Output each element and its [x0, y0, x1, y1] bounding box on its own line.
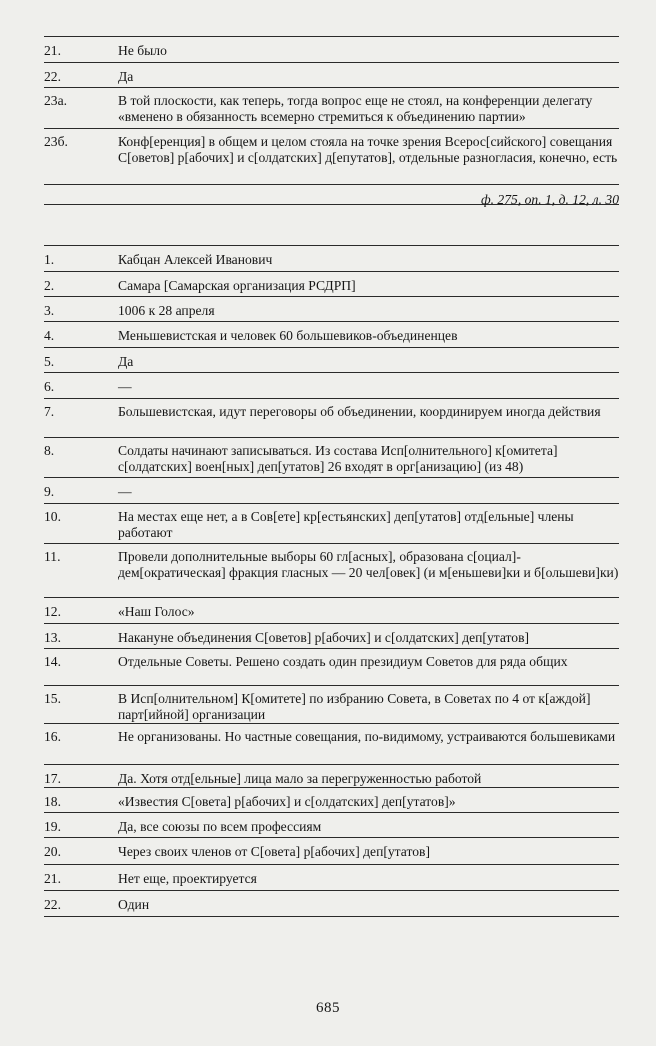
- row-number: 2.: [44, 278, 55, 293]
- table-row: [44, 478, 619, 504]
- row-number: 21.: [44, 43, 61, 58]
- table-row: [44, 598, 619, 624]
- table-row: [44, 624, 619, 649]
- table-row: [44, 88, 619, 129]
- table-row: [44, 297, 619, 322]
- row-answer: Самара [Самарская организация РСДРП]: [118, 278, 356, 293]
- row-number: 23а.: [44, 93, 68, 108]
- row-answer: Да: [118, 354, 134, 369]
- table-row: [44, 504, 619, 544]
- row-answer: —: [118, 484, 132, 499]
- row-answer: «Наш Голос»: [118, 604, 195, 619]
- table-row: [44, 788, 619, 813]
- questionnaire-table: [44, 245, 619, 917]
- table-row: [44, 63, 619, 88]
- row-answer: —: [118, 379, 132, 394]
- table-row: [44, 865, 619, 891]
- row-answer: Солдаты начинают записываться. Из состава Исп[олнительного] к[омитета] с[олдатских] воен[ных] деп[утатов] 26 входят в орг[анизацию] (из 48): [118, 443, 558, 474]
- row-answer: Не было: [118, 43, 167, 58]
- table-row: [44, 813, 619, 838]
- row-answer: Конф[еренция] в общем и целом стояла на точке зрения Всерос[сийского] совещания С[оветов] р[абочих] и с[олдатских] д[епутатов], отдельные разногласия, конечно, есть: [118, 134, 618, 165]
- table-row: [44, 322, 619, 348]
- row-number: 12.: [44, 604, 61, 619]
- row-number: 6.: [44, 379, 55, 394]
- row-answer: Накануне объединения С[оветов] р[абочих] и с[олдатских] деп[утатов]: [118, 630, 530, 645]
- row-number: 4.: [44, 328, 55, 343]
- table-row: [44, 272, 619, 297]
- row-number: 3.: [44, 303, 55, 318]
- row-answer: Меньшевистская и человек 60 большевиков-объединенцев: [118, 328, 458, 343]
- table-row: [44, 245, 619, 272]
- table-continuation: [44, 36, 619, 185]
- row-number: 17.: [44, 771, 61, 786]
- table-row: [44, 649, 619, 686]
- row-number: 19.: [44, 819, 61, 834]
- table-row: [44, 686, 619, 724]
- row-answer: «Известия С[овета] р[абочих] и с[олдатских] деп[утатов]»: [118, 794, 456, 809]
- row-number: 20.: [44, 844, 61, 859]
- row-number: 18.: [44, 794, 61, 809]
- table-row: [44, 36, 619, 63]
- row-answer: Один: [118, 897, 150, 912]
- table-row: [44, 765, 619, 788]
- table-row: [44, 129, 619, 185]
- row-number: 23б.: [44, 134, 68, 149]
- table-row: [44, 399, 619, 438]
- row-answer: В той плоскости, как теперь, тогда вопрос еще не стоял, на конференции делегату «вменено в обязанность всемерно стремиться к объединению партии»: [118, 93, 593, 124]
- table-row: [44, 438, 619, 478]
- row-answer: Отдельные Советы. Решено создать один президиум Советов для ряда общих: [118, 654, 568, 669]
- row-answer: На местах еще нет, а в Сов[ете] кр[естьянских] деп[утатов] отд[ельные] члены работают: [118, 509, 574, 540]
- row-number: 22.: [44, 897, 61, 912]
- row-answer: Через своих членов от С[овета] р[абочих] деп[утатов]: [118, 844, 430, 859]
- section-gap: [44, 205, 620, 245]
- row-number: 16.: [44, 729, 61, 744]
- row-answer: Да, все союзы по всем профессиям: [118, 819, 322, 834]
- row-answer: Да: [118, 69, 134, 84]
- row-number: 9.: [44, 484, 55, 499]
- row-number: 21.: [44, 871, 61, 886]
- table-row: [44, 724, 619, 765]
- row-answer: Провели дополнительные выборы 60 гл[асных], образована с[оциал]-дем[ократическая] фракция гласных — 20 чел[овек] (и м[еньшеви]ки и б[ольшеви]ки): [118, 549, 619, 580]
- row-answer: 1006 к 28 апреля: [118, 303, 215, 318]
- page-number: 685: [316, 1000, 340, 1016]
- row-answer: Нет еще, проектируется: [118, 871, 257, 886]
- row-answer: В Исп[олнительном] К[омитете] по избранию Совета, в Советах по 4 от к[аждой] парт[ийной] организации: [118, 691, 591, 722]
- row-answer: Кабцан Алексей Иванович: [118, 252, 273, 267]
- table-row: [44, 373, 619, 399]
- archive-source: ф. 275, оп. 1, д. 12, л. 30: [44, 185, 619, 205]
- row-number: 5.: [44, 354, 55, 369]
- row-number: 7.: [44, 404, 55, 419]
- row-number: 22.: [44, 69, 61, 84]
- row-number: 1.: [44, 252, 55, 267]
- table-row: [44, 891, 619, 917]
- table-row: [44, 838, 619, 865]
- table-row: [44, 544, 619, 598]
- row-answer: Да. Хотя отд[ельные] лица мало за перегруженностью работой: [118, 771, 482, 786]
- row-number: 13.: [44, 630, 61, 645]
- row-number: 10.: [44, 509, 61, 524]
- row-number: 8.: [44, 443, 55, 458]
- row-answer: Не организованы. Но частные совещания, по-видимому, устраиваются большевиками: [118, 729, 616, 744]
- table-row: [44, 348, 619, 373]
- row-number: 14.: [44, 654, 61, 669]
- row-number: 11.: [44, 549, 61, 564]
- row-number: 15.: [44, 691, 61, 706]
- row-answer: Большевистская, идут переговоры об объединении, координируем иногда действия: [118, 404, 601, 419]
